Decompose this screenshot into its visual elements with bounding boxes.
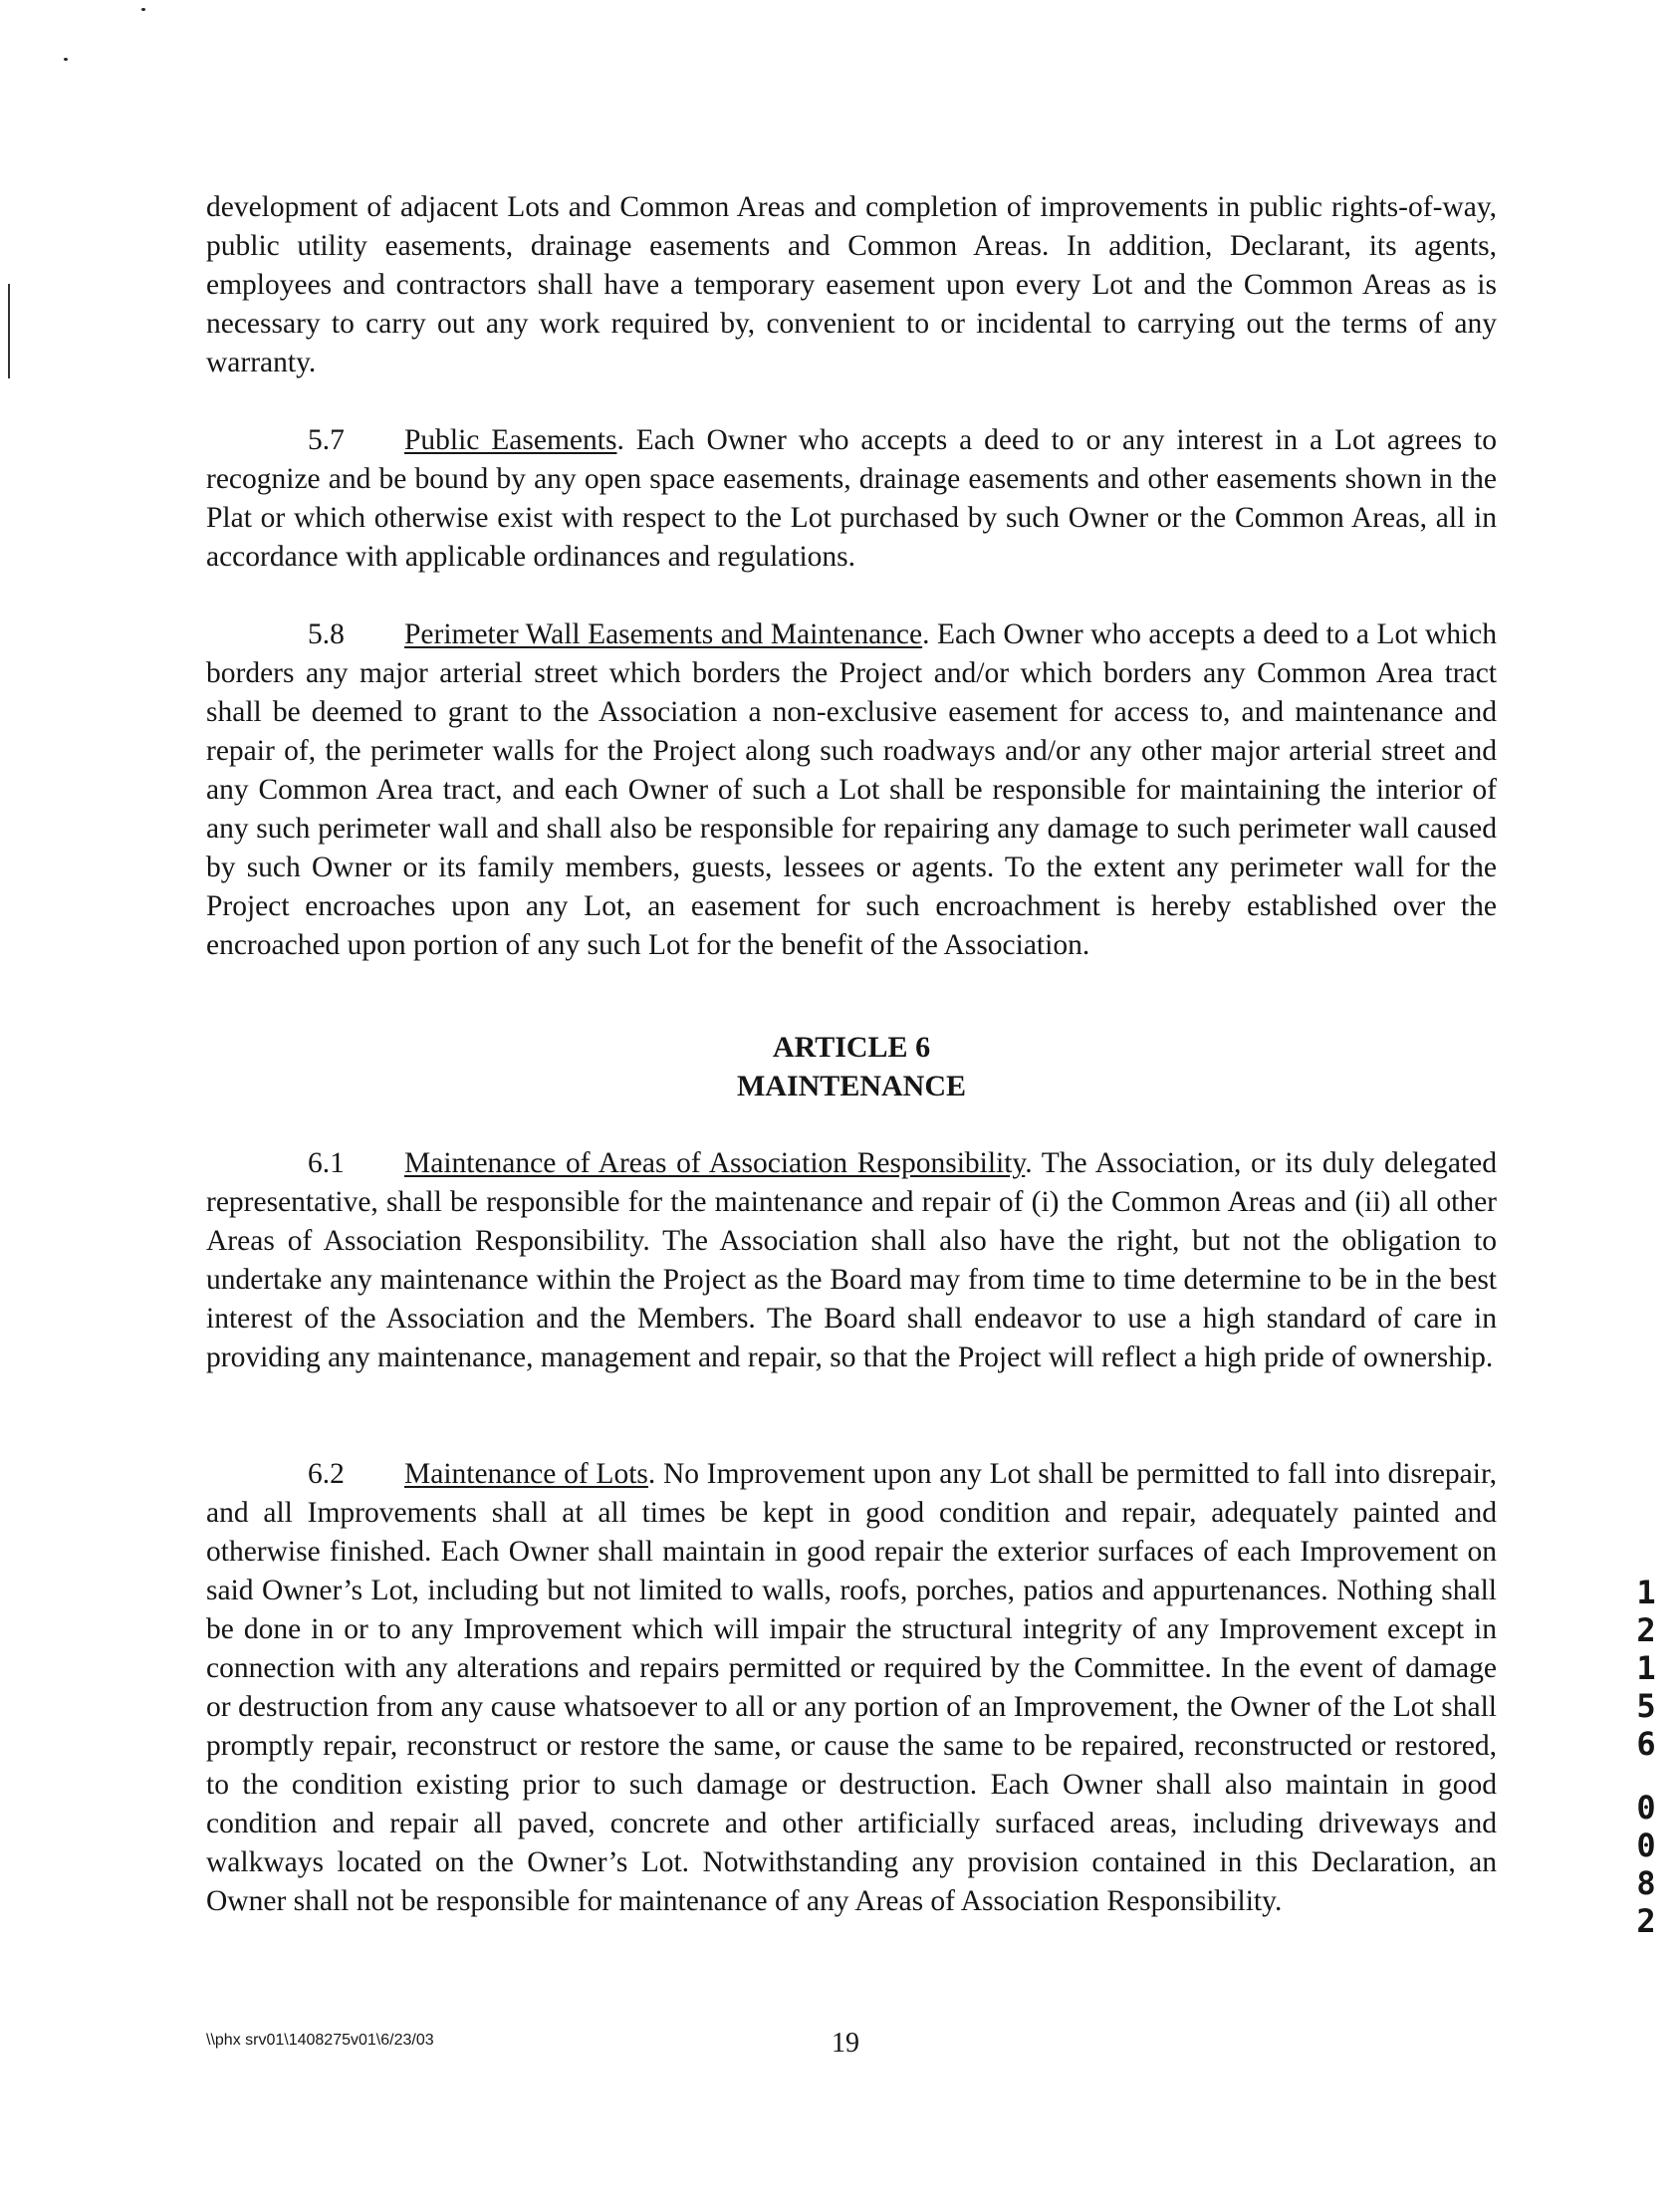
paragraph-text: development of adjacent Lots and Common Areas and completion of improvements in public rights-of-way, public utility easements, drainage easements and Common Areas. In addition, Declarant, its agents, employees and contractors shall have a temporary easement upon every Lot and the Common Areas as is necessary to carry out any work required by, convenient to or incidental to carrying out the terms of any warranty. xyxy=(206,191,1497,378)
recording-stamp-digit: 0 xyxy=(1636,1827,1656,1864)
section-number: 5.7 xyxy=(308,424,345,456)
section-title: Maintenance of Areas of Association Responsibility xyxy=(404,1147,1026,1179)
recording-stamp-digit: 2 xyxy=(1636,1611,1656,1649)
section-title: Maintenance of Lots xyxy=(404,1458,648,1490)
article-title: MAINTENANCE xyxy=(736,1070,966,1102)
recording-stamp-digit: 2 xyxy=(1636,1902,1656,1940)
recording-stamp-digit: 1 xyxy=(1636,1574,1656,1611)
recording-stamp-digit: 6 xyxy=(1636,1725,1656,1763)
article-label: ARTICLE 6 xyxy=(772,1031,931,1064)
section-body: . Each Owner who accepts a deed to or any interest in a Lot agrees to recognize and be bound by any open space easements, drainage easements and other easements shown in the Plat or which otherwise exist with respect to the Lot purchased by such Owner or the Common Areas, all in accordance with applicable ordinances and regulations. xyxy=(206,424,1497,573)
article-heading xyxy=(206,1028,1497,1105)
section-body: . The Association, or its duly delegated representative, shall be responsible for the maintenance and repair of (i) the Common Areas and (ii) all other Areas of Association Responsibility. The Association shall also have the right, but not the obligation to undertake any maintenance within the Project as the Board may from time to time determine to be in the best interest of the Association and the Members. The Board shall endeavor to use a high standard of care in providing any maintenance, management and repair, so that the Project will reflect a high pride of ownership. xyxy=(206,1147,1497,1373)
section-title: Public Easements xyxy=(404,424,617,456)
scan-speck xyxy=(64,58,68,61)
section-5-8 xyxy=(206,615,1497,965)
section-body: . Each Owner who accepts a deed to a Lot which borders any major arterial street which borders the Project and/or which borders any Common Area tract shall be deemed to grant to the Association a non-exclusive easement for access to, and maintenance and repair of, the perimeter walls for the Project along such roadways and/or any other major arterial street and any Common Area tract, and each Owner of such a Lot shall be responsible for maintaining the interior of any such perimeter wall and shall also be responsible for repairing any damage to such perimeter wall caused by such Owner or its family members, guests, lessees or agents. To the extent any perimeter wall for the Project encroaches upon any Lot, an easement for such encroachment is hereby established over the encroached upon portion of any such Lot for the benefit of the Association. xyxy=(206,618,1497,961)
recording-stamp-digit: 5 xyxy=(1636,1687,1656,1725)
scan-speck xyxy=(141,8,145,11)
section-6-1 xyxy=(206,1144,1497,1377)
section-title: Perimeter Wall Easements and Maintenance xyxy=(404,618,923,650)
page-number: 19 xyxy=(832,2028,859,2059)
footer-file-path: \\phx srv01\1408275v01\6/23/03 xyxy=(206,2032,434,2049)
paragraph-continuation xyxy=(206,188,1497,382)
recording-stamp-digit: 1 xyxy=(1636,1649,1656,1687)
section-number: 5.8 xyxy=(308,618,345,650)
recording-stamp-digit: 0 xyxy=(1636,1789,1656,1827)
section-number: 6.2 xyxy=(308,1458,345,1490)
scan-margin-mark xyxy=(8,284,10,378)
section-number: 6.1 xyxy=(308,1147,345,1179)
section-6-2 xyxy=(206,1455,1497,1921)
recording-stamp-digit: 8 xyxy=(1636,1864,1656,1902)
section-body: . No Improvement upon any Lot shall be permitted to fall into disrepair, and all Improvements shall at all times be kept in good condition and repair, adequately painted and otherwise finished. Each Owner shall maintain in good repair the exterior surfaces of each Improvement on said Owner’s Lot, including but not limited to walls, roofs, porches, patios and appurtenances. Nothing shall be done in or to any Improvement which will impair the structural integrity of any Improvement except in connection with any alterations and repairs permitted or required by the Committee. In the event of damage or destruction from any cause whatsoever to all or any portion of an Improvement, the Owner of the Lot shall promptly repair, reconstruct or restore the same, or cause the same to be repaired, reconstructed or restored, to the condition existing prior to such damage or destruction. Each Owner shall also maintain in good condition and repair all paved, concrete and other artificially surfaced areas, including driveways and walkways located on the Owner’s Lot. Notwithstanding any provision contained in this Declaration, an Owner shall not be responsible for maintenance of any Areas of Association Responsibility. xyxy=(206,1458,1497,1917)
section-5-7 xyxy=(206,421,1497,577)
